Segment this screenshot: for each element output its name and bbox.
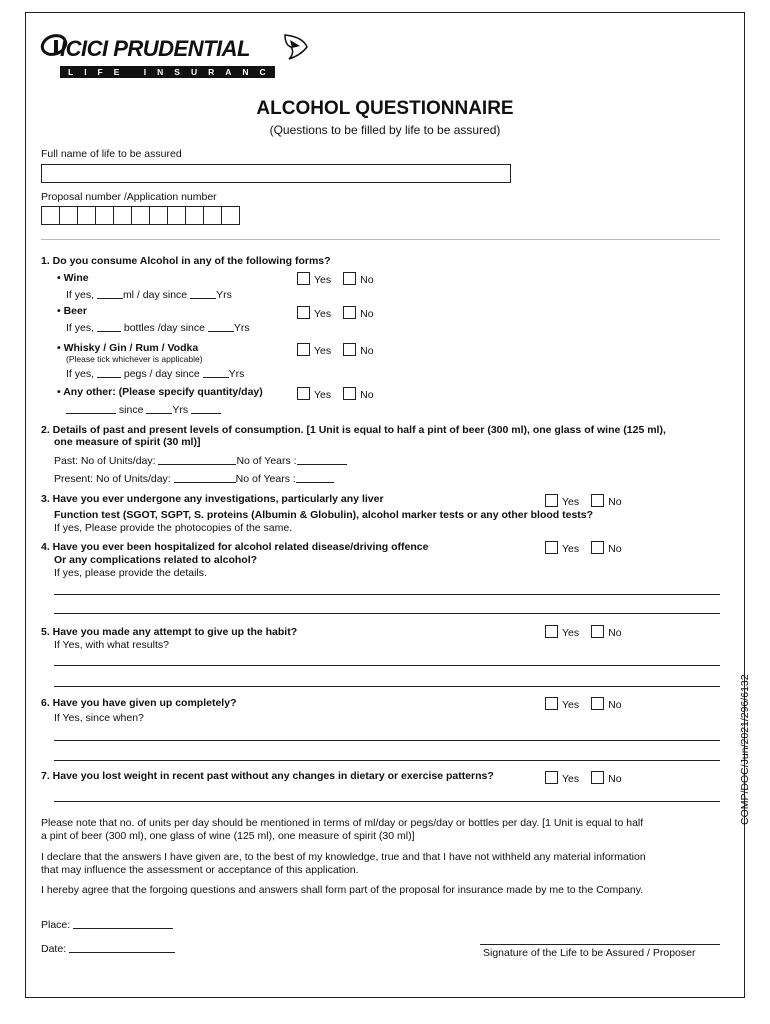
q1-whisky-label: • Whisky / Gin / Rum / Vodka xyxy=(57,342,199,354)
q4-text-line2: Or any complications related to alcohol? xyxy=(54,554,258,566)
q7-no-checkbox[interactable] xyxy=(591,771,604,784)
q3-text-line2: Function test (SGOT, SGPT, S. proteins (Albumin & Globulin), alcohol marker tests or any other blood tests? xyxy=(54,509,594,521)
wine-yes-checkbox[interactable] xyxy=(297,272,310,285)
q1-whisky-detail: If yes, pegs / day since Yrs xyxy=(66,368,245,380)
place-field[interactable] xyxy=(73,918,173,929)
signature-label: Signature of the Life to be Assured / Proposer xyxy=(483,947,696,959)
q6-yes-checkbox[interactable] xyxy=(545,697,558,710)
q5-answer-line-2[interactable] xyxy=(54,686,720,687)
wine-ml-field[interactable] xyxy=(97,288,123,299)
brand-tagline: LIFE INSURANCE xyxy=(68,67,294,77)
whisky-no-checkbox[interactable] xyxy=(343,343,356,356)
q1-whisky-note: (Please tick whichever is applicable) xyxy=(66,354,203,364)
q7-answer-line[interactable] xyxy=(54,801,720,802)
q6-answer-line-1[interactable] xyxy=(54,740,720,741)
beer-no-checkbox[interactable] xyxy=(343,306,356,319)
other-no-checkbox[interactable] xyxy=(343,387,356,400)
section-divider xyxy=(41,239,720,240)
q2-text-line2: one measure of spirit (30 ml)] xyxy=(54,436,201,448)
q1-wine-options: Yes No xyxy=(297,272,374,286)
q4-text-line3: If yes, please provide the details. xyxy=(54,567,207,579)
beer-bottles-field[interactable] xyxy=(97,321,121,332)
logo xyxy=(40,30,315,80)
place-row: Place: xyxy=(41,918,173,931)
q1-other-detail: since Yrs xyxy=(66,403,221,416)
q6-no-checkbox[interactable] xyxy=(591,697,604,710)
q1-other-label: • Any other: (Please specify quantity/day) xyxy=(57,386,263,398)
present-years-field[interactable] xyxy=(296,472,334,483)
page-title: ALCOHOL QUESTIONNAIRE xyxy=(256,98,514,119)
q5-text-line1: 5. Have you made any attempt to give up the habit? xyxy=(41,626,298,638)
document-code: COMP/DOC/Jun/2021/296/6132 xyxy=(739,674,751,825)
q3-text-line1: 3. Have you ever undergone any investigations, particularly any liver xyxy=(41,493,384,505)
past-years-field[interactable] xyxy=(297,454,347,465)
note-units-line1: Please note that no. of units per day should be mentioned in terms of ml/day or pegs/day or bottles per day. [1 Unit is equal to half xyxy=(41,817,644,829)
q3-options: Yes No xyxy=(545,494,622,508)
signature-line[interactable] xyxy=(480,944,720,945)
declaration-line2: that may influence the assessment or acceptance of this application. xyxy=(41,864,359,876)
q3-yes-checkbox[interactable] xyxy=(545,494,558,507)
q6-answer-line-2[interactable] xyxy=(54,760,720,761)
full-name-input[interactable] xyxy=(41,164,511,183)
wine-since-field[interactable] xyxy=(190,288,216,299)
other-yes-checkbox[interactable] xyxy=(297,387,310,400)
q4-answer-line-1[interactable] xyxy=(54,594,720,595)
q1-beer-options: Yes No xyxy=(297,306,374,320)
past-units-field[interactable] xyxy=(158,454,236,465)
present-units-field[interactable] xyxy=(174,472,236,483)
wine-no-checkbox[interactable] xyxy=(343,272,356,285)
q4-options: Yes No xyxy=(545,541,622,555)
q4-text-line1: 4. Have you ever been hospitalized for alcohol related disease/driving offence xyxy=(41,541,429,553)
q7-options: Yes No xyxy=(545,771,622,785)
q6-text-line2: If Yes, since when? xyxy=(54,712,144,724)
whisky-yes-checkbox[interactable] xyxy=(297,343,310,356)
q5-text-line2: If Yes, with what results? xyxy=(54,639,169,651)
q7-yes-checkbox[interactable] xyxy=(545,771,558,784)
whisky-since-field[interactable] xyxy=(203,367,229,378)
q5-no-checkbox[interactable] xyxy=(591,625,604,638)
date-field[interactable] xyxy=(69,942,175,953)
beer-yes-checkbox[interactable] xyxy=(297,306,310,319)
other-years-field[interactable] xyxy=(191,403,221,414)
other-quantity-field[interactable] xyxy=(66,403,116,414)
q4-yes-checkbox[interactable] xyxy=(545,541,558,554)
q1-wine-label: • Wine xyxy=(57,272,89,284)
declaration-line1: I declare that the answers I have given are, to the best of my knowledge, true and that I have not withheld any material information xyxy=(41,851,646,863)
q1-whisky-options: Yes No xyxy=(297,343,374,357)
note-units-line2: a pint of beer (300 ml), one glass of wine (125 ml), one measure of spirit (30 ml)] xyxy=(41,830,415,842)
q5-yes-checkbox[interactable] xyxy=(545,625,558,638)
q7-text-line1: 7. Have you lost weight in recent past without any changes in dietary or exercise patterns? xyxy=(41,770,494,782)
q3-text-line3: If yes, Please provide the photocopies of the same. xyxy=(54,522,293,534)
q4-answer-line-2[interactable] xyxy=(54,613,720,614)
q3-no-checkbox[interactable] xyxy=(591,494,604,507)
date-row: Date: xyxy=(41,942,175,955)
q5-answer-line-1[interactable] xyxy=(54,665,720,666)
q1-text: 1. Do you consume Alcohol in any of the following forms? xyxy=(41,255,331,267)
q1-other-options: Yes No xyxy=(297,387,374,401)
whisky-pegs-field[interactable] xyxy=(97,367,121,378)
agreement-text: I hereby agree that the forgoing questions and answers shall form part of the proposal for insurance made by me to the Company. xyxy=(41,884,644,896)
q1-beer-detail: If yes, bottles /day since Yrs xyxy=(66,322,250,334)
q6-text-line1: 6. Have you have given up completely? xyxy=(41,697,237,709)
q5-options: Yes No xyxy=(545,625,622,639)
q1-beer-label: • Beer xyxy=(57,305,87,317)
q6-options: Yes No xyxy=(545,697,622,711)
full-name-label: Full name of life to be assured xyxy=(41,148,182,160)
page-subtitle: (Questions to be filled by life to be assured) xyxy=(269,123,501,137)
q2-text-line1: 2. Details of past and present levels of consumption. [1 Unit is equal to half a pint of beer (300 ml), one glass of wine (125 ml), xyxy=(41,424,666,436)
q2-past: Past: No of Units/day: No of Years : xyxy=(54,454,347,467)
other-since-field[interactable] xyxy=(146,403,172,414)
q2-present: Present: No of Units/day: No of Years : xyxy=(54,472,334,485)
proposal-number-label: Proposal number /Application number xyxy=(41,191,217,203)
q1-wine-detail: If yes, ml / day since Yrs xyxy=(66,289,232,301)
q4-no-checkbox[interactable] xyxy=(591,541,604,554)
proposal-number-boxes[interactable] xyxy=(41,206,240,225)
beer-since-field[interactable] xyxy=(208,321,234,332)
brand-name: ICICI PRUDENTIAL xyxy=(60,36,250,61)
